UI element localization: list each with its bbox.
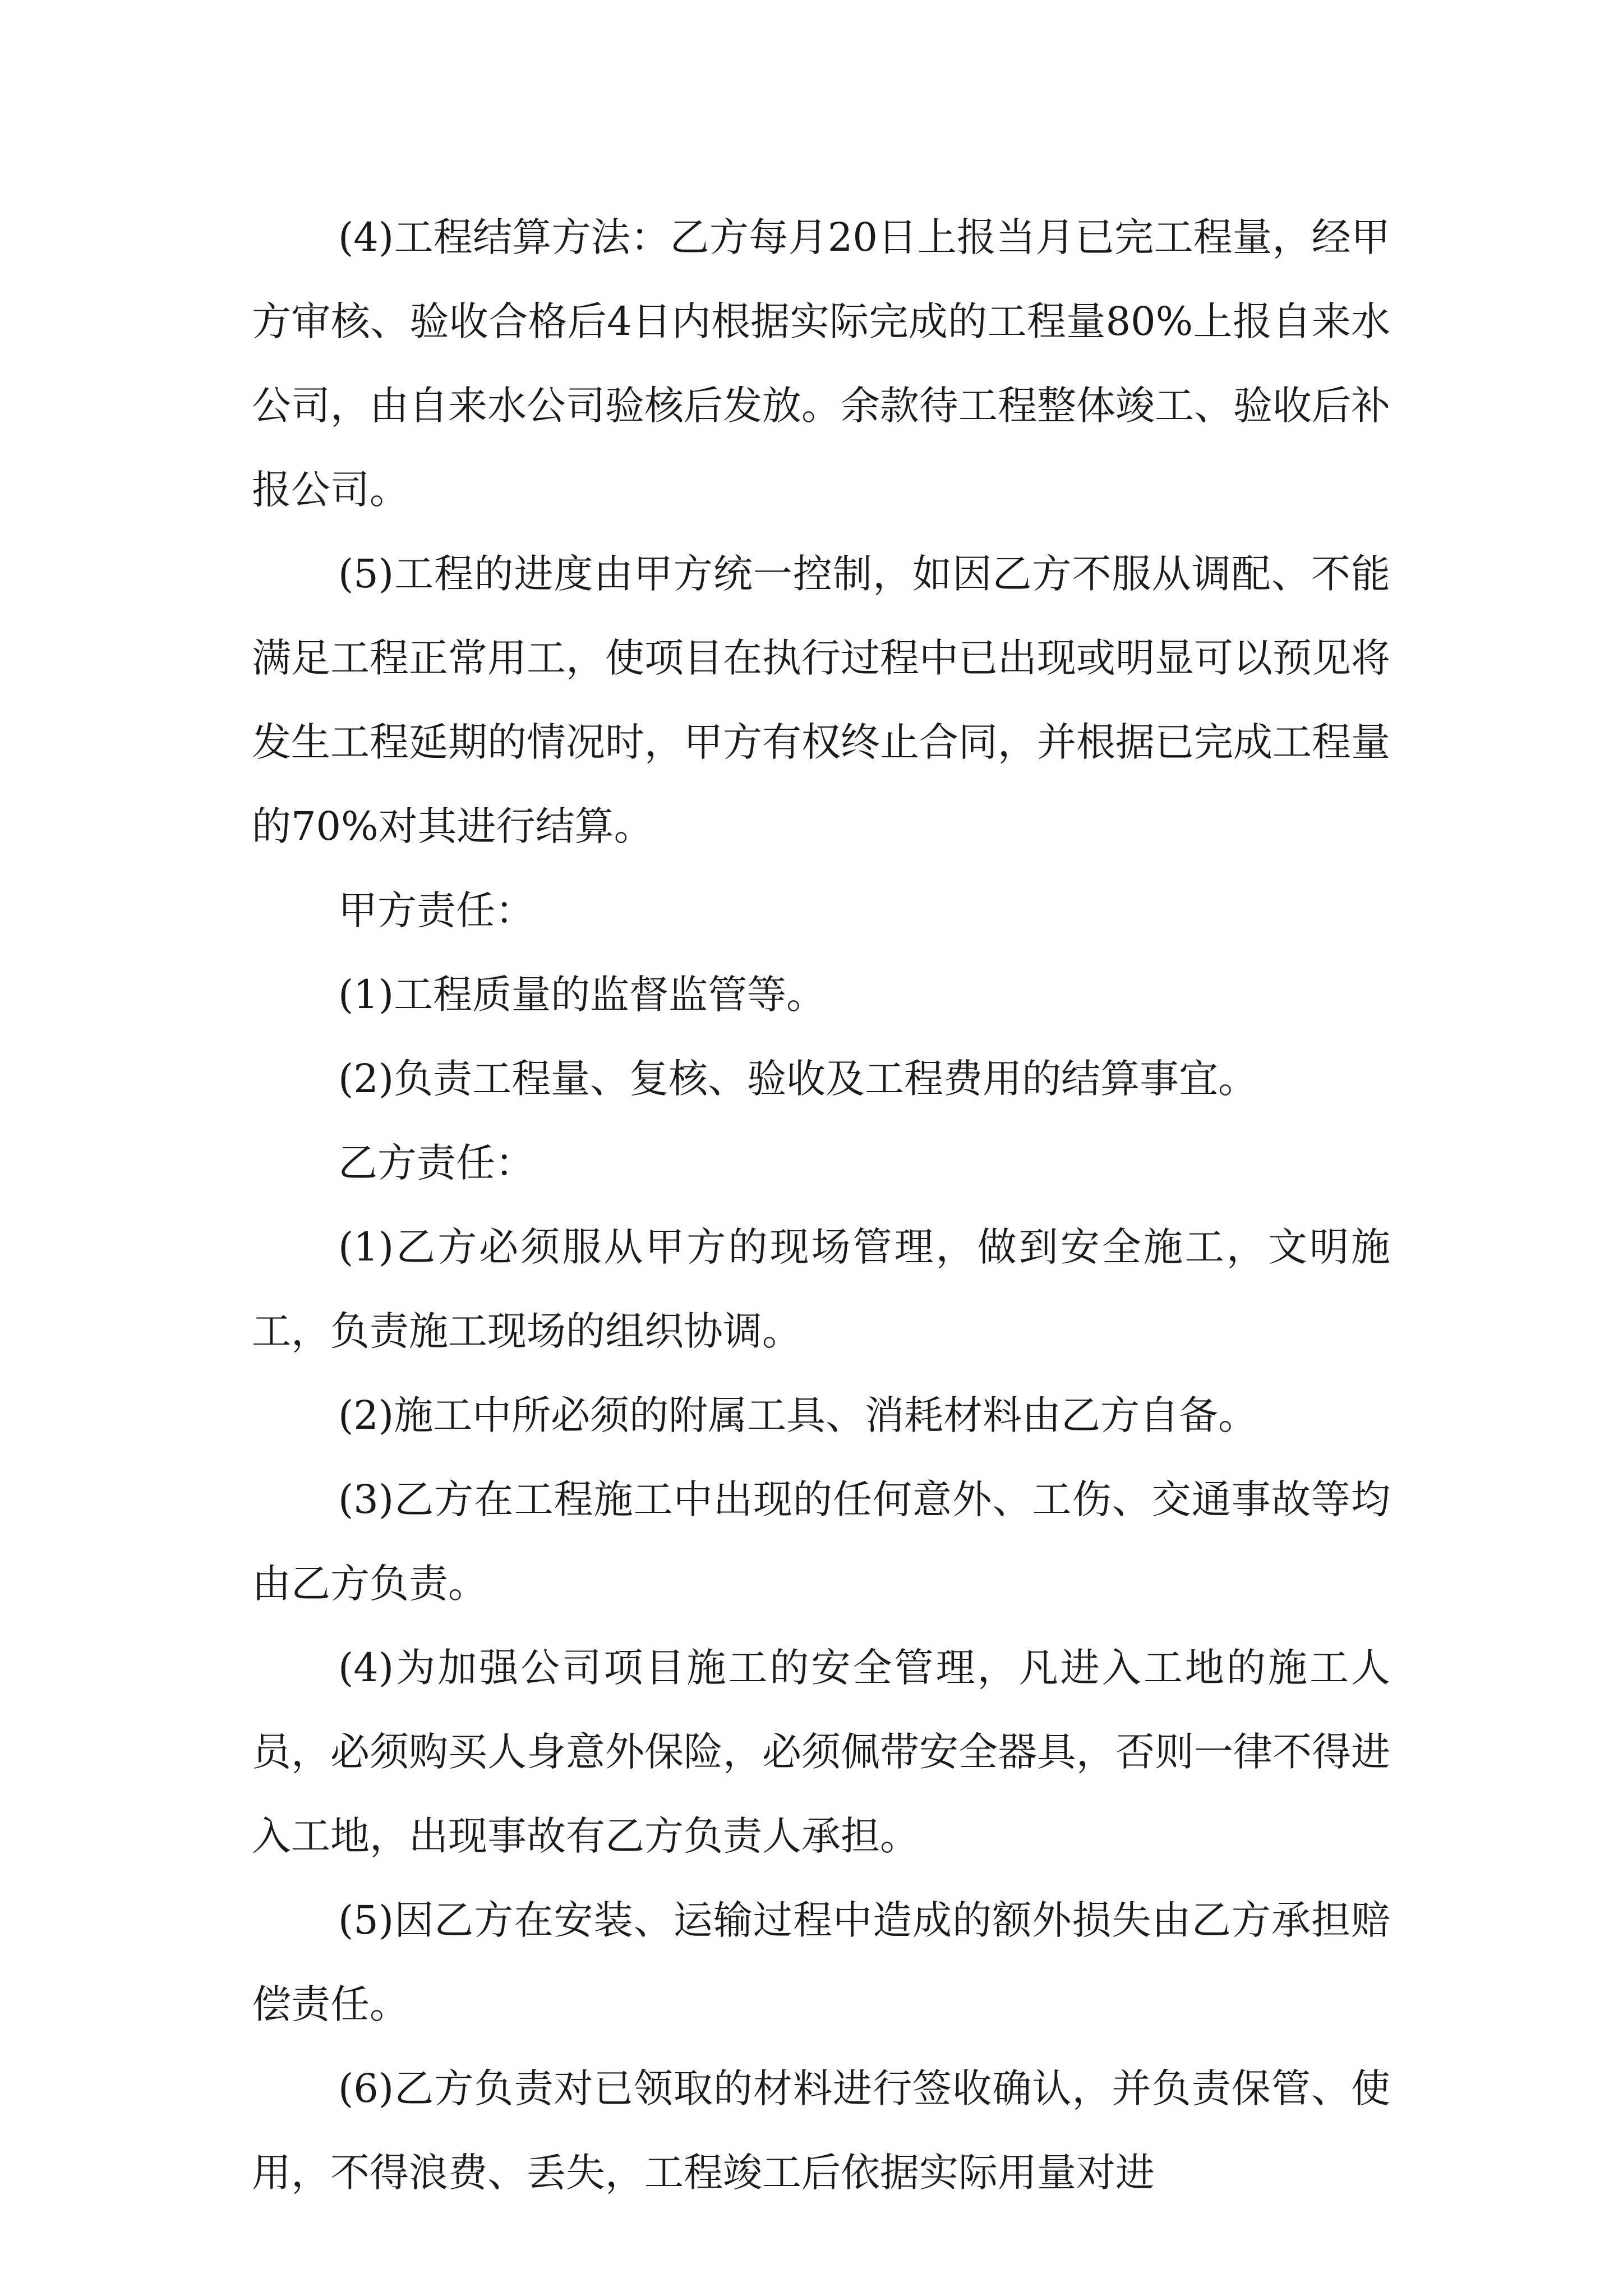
document-body bbox=[252, 195, 1390, 2215]
party-b-heading: 乙方责任： bbox=[338, 1140, 534, 1186]
party-a-item-2: (2)负责工程量、复核、验收及工程费用的结算事宜。 bbox=[338, 1056, 1258, 1102]
clause-progress-control: (5)工程的进度由甲方统一控制，如因乙方不服从调配、不能满足工程正常用工，使项目在执行过程中已出现或明显可以预见将发生工程延期的情况时，甲方有权终止合同，并根据已完成工程量的70%对其进行结算。 bbox=[252, 551, 1390, 849]
party-b-item-5: (5)因乙方在安装、运输过程中造成的额外损失由乙方承担赔偿责任。 bbox=[252, 1897, 1390, 2027]
party-b-item-1: (1)乙方必须服从甲方的现场管理，做到安全施工，文明施工，负责施工现场的组织协调。 bbox=[252, 1224, 1390, 1354]
party-b-item-6: (6)乙方负责对已领取的材料进行签收确认，并负责保管、使用，不得浪费、丢失，工程竣工后依据实际用量对进 bbox=[252, 2065, 1390, 2196]
party-b-item-2: (2)施工中所必须的附属工具、消耗材料由乙方自备。 bbox=[338, 1392, 1258, 1438]
party-b-item-3: (3)乙方在工程施工中出现的任何意外、工伤、交通事故等均由乙方负责。 bbox=[252, 1476, 1390, 1607]
party-a-item-1: (1)工程质量的监督监管等。 bbox=[338, 972, 826, 1018]
party-a-heading: 甲方责任： bbox=[338, 887, 534, 933]
party-b-item-4: (4)为加强公司项目施工的安全管理，凡进入工地的施工人员，必须购买人身意外保险，必须佩带安全器具，否则一律不得进入工地，出现事故有乙方负责人承担。 bbox=[252, 1645, 1390, 1859]
clause-settlement-method: (4)工程结算方法：乙方每月20日上报当月已完工程量，经甲方审核、验收合格后4日内根据实际完成的工程量80%上报自来水公司，由自来水公司验核后发放。余款待工程整体竣工、验收后补报公司。 bbox=[252, 214, 1390, 513]
